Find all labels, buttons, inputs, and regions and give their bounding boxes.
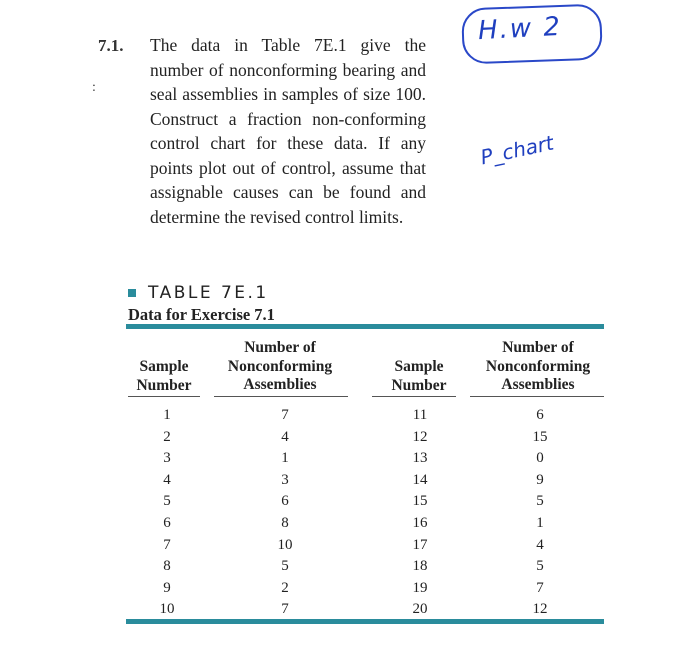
table-cell: 13 [412, 450, 428, 467]
header-underline [470, 396, 604, 397]
header-line: Number [136, 376, 192, 394]
table-title [128, 283, 269, 303]
header-line: Sample [139, 358, 189, 375]
table-bottom-rule [126, 619, 604, 624]
header-line: Number of [502, 339, 574, 356]
table-cell: 1 [536, 514, 544, 531]
header-underline [372, 396, 456, 397]
table-cell: 7 [281, 407, 289, 423]
header-line: Nonconforming [485, 357, 591, 375]
table-cell: 16 [412, 514, 428, 531]
table-cell: 10 [159, 601, 175, 618]
header-underline [128, 396, 200, 397]
header-line: Number of [244, 339, 316, 356]
table-cell: 15 [412, 493, 428, 510]
table-cell: 19 [412, 579, 428, 596]
header-line: Assemblies [501, 376, 575, 393]
table-cell: 12 [532, 601, 548, 618]
table-cell: 0 [536, 450, 544, 467]
table-cell: 20 [412, 601, 428, 618]
table-cell: 7 [281, 601, 289, 618]
table-cell: 9 [536, 471, 544, 488]
table-title-text: TABLE 7E.1 [148, 283, 269, 303]
table-cell: 3 [281, 471, 289, 488]
table-cell: 3 [163, 450, 171, 467]
table-cell: 5 [536, 493, 544, 510]
table-cell: 10 [277, 536, 293, 553]
header-line: Nonconforming [227, 357, 333, 375]
column-count-right [504, 405, 576, 621]
table-cell: 12 [412, 428, 428, 445]
header-sample-number-right [382, 358, 456, 395]
p-chart-annotation: P_chart [478, 130, 556, 170]
table-cell: 4 [281, 428, 289, 445]
table-cell: 8 [163, 558, 171, 575]
table-cell: 17 [412, 536, 428, 553]
table-cell: 5 [163, 493, 171, 510]
table-top-rule [126, 324, 604, 329]
table-cell: 14 [412, 471, 428, 488]
table-cell: 4 [536, 536, 544, 553]
table-cell: 9 [163, 579, 171, 596]
column-sample-left [128, 405, 206, 621]
table-cell: 15 [532, 428, 548, 445]
table-cell: 4 [163, 471, 171, 488]
table-cell: 8 [281, 514, 289, 531]
stray-mark: : [92, 80, 96, 95]
table-cell: 11 [412, 407, 428, 423]
table-cell: 1 [163, 407, 171, 423]
square-bullet-icon [128, 289, 136, 297]
table-cell: 1 [281, 450, 289, 467]
table-cell: 6 [163, 514, 171, 531]
column-sample-right [380, 405, 460, 621]
header-underline [214, 396, 348, 397]
column-count-left [248, 405, 322, 621]
table-cell: 5 [536, 558, 544, 575]
header-line: Number [391, 376, 447, 394]
header-line: Assemblies [243, 376, 317, 393]
hw-annotation: H.w 2 [477, 11, 563, 47]
header-nonconforming-right [470, 339, 606, 395]
header-nonconforming-left [212, 339, 348, 395]
header-line: Sample [394, 358, 444, 375]
table-cell: 5 [281, 558, 289, 575]
problem-text: The data in Table 7E.1 give the number of nonconforming bearing and seal assemblies in samples of size 100. Construct a fraction non-conforming control chart for these data. If any points plot out of control, assume that assignable causes can be found and determine the revised control limits. [150, 35, 426, 227]
problem-number: 7.1. [98, 36, 124, 55]
table-cell: 18 [412, 558, 428, 575]
table-cell: 2 [281, 579, 289, 596]
table-cell: 6 [536, 407, 544, 423]
table-cell: 2 [163, 428, 171, 445]
table-caption: Data for Exercise 7.1 [128, 305, 275, 324]
table-cell: 7 [163, 536, 171, 553]
table-cell: 7 [536, 579, 544, 596]
header-sample-number-left [128, 358, 200, 395]
table-cell: 6 [281, 493, 289, 510]
